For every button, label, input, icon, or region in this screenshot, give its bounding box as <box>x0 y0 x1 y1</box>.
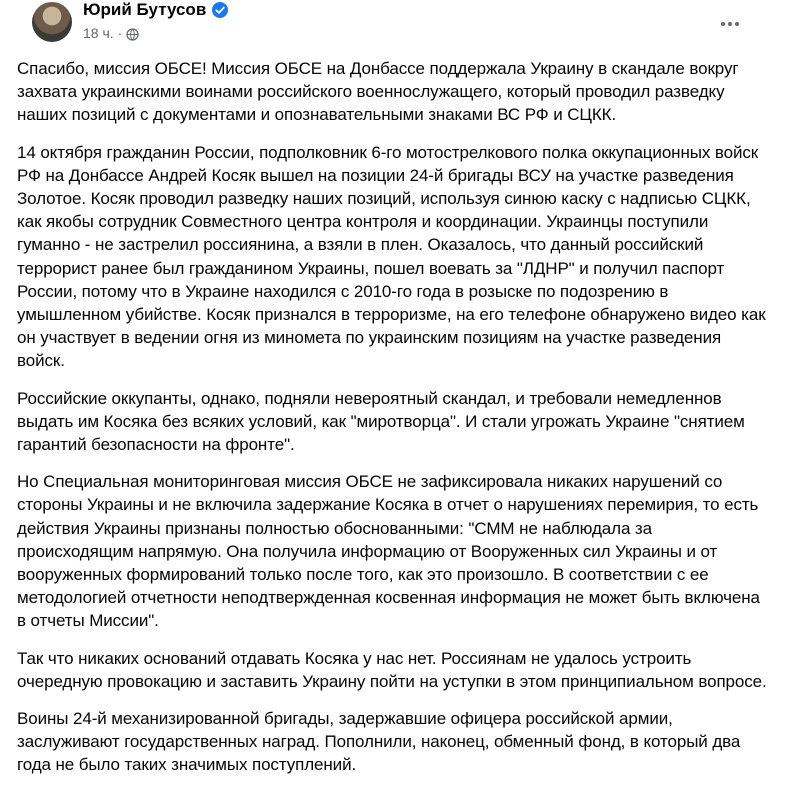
globe-icon[interactable] <box>126 27 139 40</box>
author-avatar[interactable] <box>32 2 72 42</box>
post-paragraph: Так что никаких оснований отдавать Косяка у нас нет. Россиянам не удалось устроить очередную провокацию и заставить Украину пойти на уступки в этом принципиальном вопросе. <box>17 648 767 691</box>
post-paragraph: Спасибо, миссия ОБСЕ! Миссия ОБСЕ на Донбассе поддержала Украину в скандале вокруг захвата украинскими воинами российского военнослужащего, который проводил разведку наших позиций с документами и опознавательными знаками ВС РФ и СЦКК. <box>17 59 739 125</box>
more-options-dot <box>728 22 732 26</box>
verified-badge-icon <box>212 2 228 18</box>
more-options-dot <box>735 22 739 26</box>
post-paragraph: Российские оккупанты, однако, подняли невероятный скандал, и требовали немедленнов выдать им Косяка без всяких условий, как "миротворца". И стали угрожать Украине "снятием гарантий безопасности на фронте". <box>17 388 745 455</box>
meta-separator: · <box>117 25 123 41</box>
more-options-icon <box>721 22 725 26</box>
more-options-button[interactable] <box>712 6 748 42</box>
author-name-link[interactable]: Юрий Бутусов <box>83 0 207 19</box>
post-body <box>16 48 772 777</box>
post-paragraph: Воины 24-й механизированной бригады, задержавшие офицера российской армии, заслуживают государственных наград. Пополнили, наконец, обменный фонд, в который два года не было таких значимых поступлений. <box>17 709 741 775</box>
post-paragraph: Но Специальная мониторинговая миссия ОБСЕ не зафиксировала никаких нарушений со стороны Украины и не включила задержание Косяка в отчет о нарушениях перемирия, то есть действия Украины признаны полностью обоснованными: "СММ не наблюдала за происходящим напрямую. Она получила информацию от Вооруженных сил Украины и от вооруженных формирований только после того, как это произошло. В соответствии с ее методологией отчетности неподтвержденная косвенная информация не может быть включена в отчеты Миссии". <box>17 472 760 631</box>
post-meta <box>83 24 139 42</box>
post-timestamp-link[interactable]: 18 ч. <box>83 25 114 41</box>
author-line <box>83 0 228 20</box>
post-paragraph: 14 октября гражданин России, подполковник 6-го мотострелкового полка оккупационных войск РФ на Донбассе Андрей Косяк вышел на позиции 24-й бригады ВСУ на участке разведения Золотое. Косяк проводил разведку наших позиций, используя синюю каску с надписью СЦКК, как якобы сотрудник Совместного центра контроля и координации. Украинцы поступили гуманно - не застрелил россиянина, а взяли в плен. Оказалось, что данный российский террорист ранее был гражданином Украины, пошел воевать за "ЛДНР" и получил паспорт России, потому что в Украине находился с 2010-го года в розыске по подозрению в умышленном убийстве. Косяк признался в терроризме, на его телефоне обнаружено видео как он участвует в ведении огня из миномета по украинским позициям на участке разведения войск. <box>17 142 766 371</box>
post-header <box>16 0 772 48</box>
